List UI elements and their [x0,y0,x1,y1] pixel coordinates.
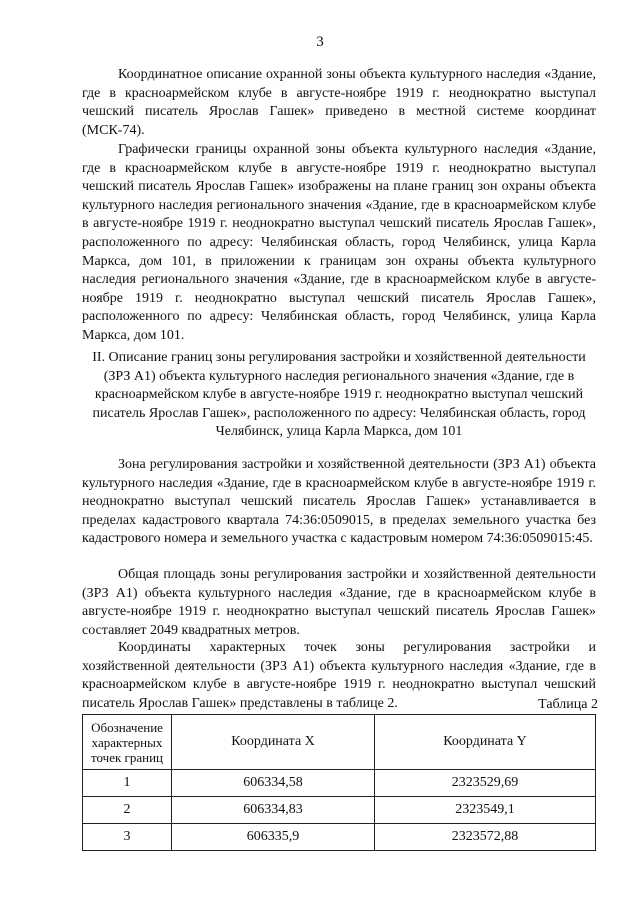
cell-point: 2 [83,797,172,824]
header-coordinate-y: Координата Y [375,715,596,770]
paragraph-coordinate-description: Координатное описание охранной зоны объекта культурного наследия «Здание, где в красноармейском клубе в августе-ноябре 1919 г. неоднократно выступал чешский писатель Ярослав Гашек» приведено в местной системе координат (МСК-74). [82,67,596,138]
paragraph-graphic-boundaries: Графически границы охранной зоны объекта культурного наследия «Здание, где в красноармейском клубе в августе-ноябре 1919 г. неоднократно выступал чешский писатель Ярослав Гашек» изображены на плане границ зон охраны объекта культурного наследия регионального значения «Здание, где в красноармейском клубе в августе-ноябре 1919 г. неоднократно выступал чешский писатель Ярослав Гашек», расположенного по адресу: Челябинская область, город Челябинск, улица Карла Маркса, дом 101, в приложении к границам зон охраны объекта культурного наследия регионального значения «Здание, где в красноармейском клубе в августе-ноябре 1919 г. неоднократно выступал чешский писатель Ярослав Гашек», расположенного по адресу: Челябинская область, город Челябинск, улица Карла Маркса, дом 101. [82,142,596,343]
section-heading: II. Описание границ зоны регулирования застройки и хозяйственной деятельности (ЗРЗ А1) объекта культурного наследия регионального значения «Здание, где в красноармейском клубе в августе-ноябре 1919 г. неоднократно выступал чешский писатель Ярослав Гашек», расположенного по адресу: Челябинская область, город Челябинск, улица Карла Маркса, дом 101 [92,350,586,440]
table-row [83,797,596,824]
cell-x: 606334,83 [172,797,375,824]
cell-point: 1 [83,770,172,797]
paragraph-total-area: Общая площадь зоны регулирования застройки и хозяйственной деятельности (ЗРЗ А1) объекта культурного наследия «Здание, где в красноармейском клубе в августе-ноябре 1919 г. неоднократно выступал чешский писатель Ярослав Гашек» составляет 2049 квадратных метров. [82,567,596,638]
cell-y: 2323549,1 [375,797,596,824]
cell-x: 606335,9 [172,824,375,851]
cell-y: 2323572,88 [375,824,596,851]
table-row [83,770,596,797]
header-point-designation: Обозначение характерных точек границ [83,715,172,770]
page-number: 3 [316,34,324,50]
cell-point: 3 [83,824,172,851]
table-row [83,824,596,851]
cell-y: 2323529,69 [375,770,596,797]
table-caption: Таблица 2 [538,697,598,712]
coordinates-table [82,714,596,851]
paragraph-zone-description: Зона регулирования застройки и хозяйственной деятельности (ЗРЗ А1) объекта культурного наследия «Здание, где в красноармейском клубе в августе-ноябре 1919 г. неоднократно выступал чешский писатель Ярослав Гашек» устанавливается в пределах кадастрового квартала 74:36:0509015, в пределах земельного участка без кадастрового номера и земельного участка с кадастровым номером 74:36:0509015:45. [82,457,596,547]
cell-x: 606334,58 [172,770,375,797]
table-header-row [83,715,596,770]
paragraph-coordinates-intro: Координаты характерных точек зоны регулирования застройки и хозяйственной деятельности (ЗРЗ А1) объекта культурного наследия «Здание, где в красноармейском клубе в августе-ноябре 1919 г. неоднократно выступал чешский писатель Ярослав Гашек» представлены в таблице 2. [82,640,596,711]
header-coordinate-x: Координата X [172,715,375,770]
